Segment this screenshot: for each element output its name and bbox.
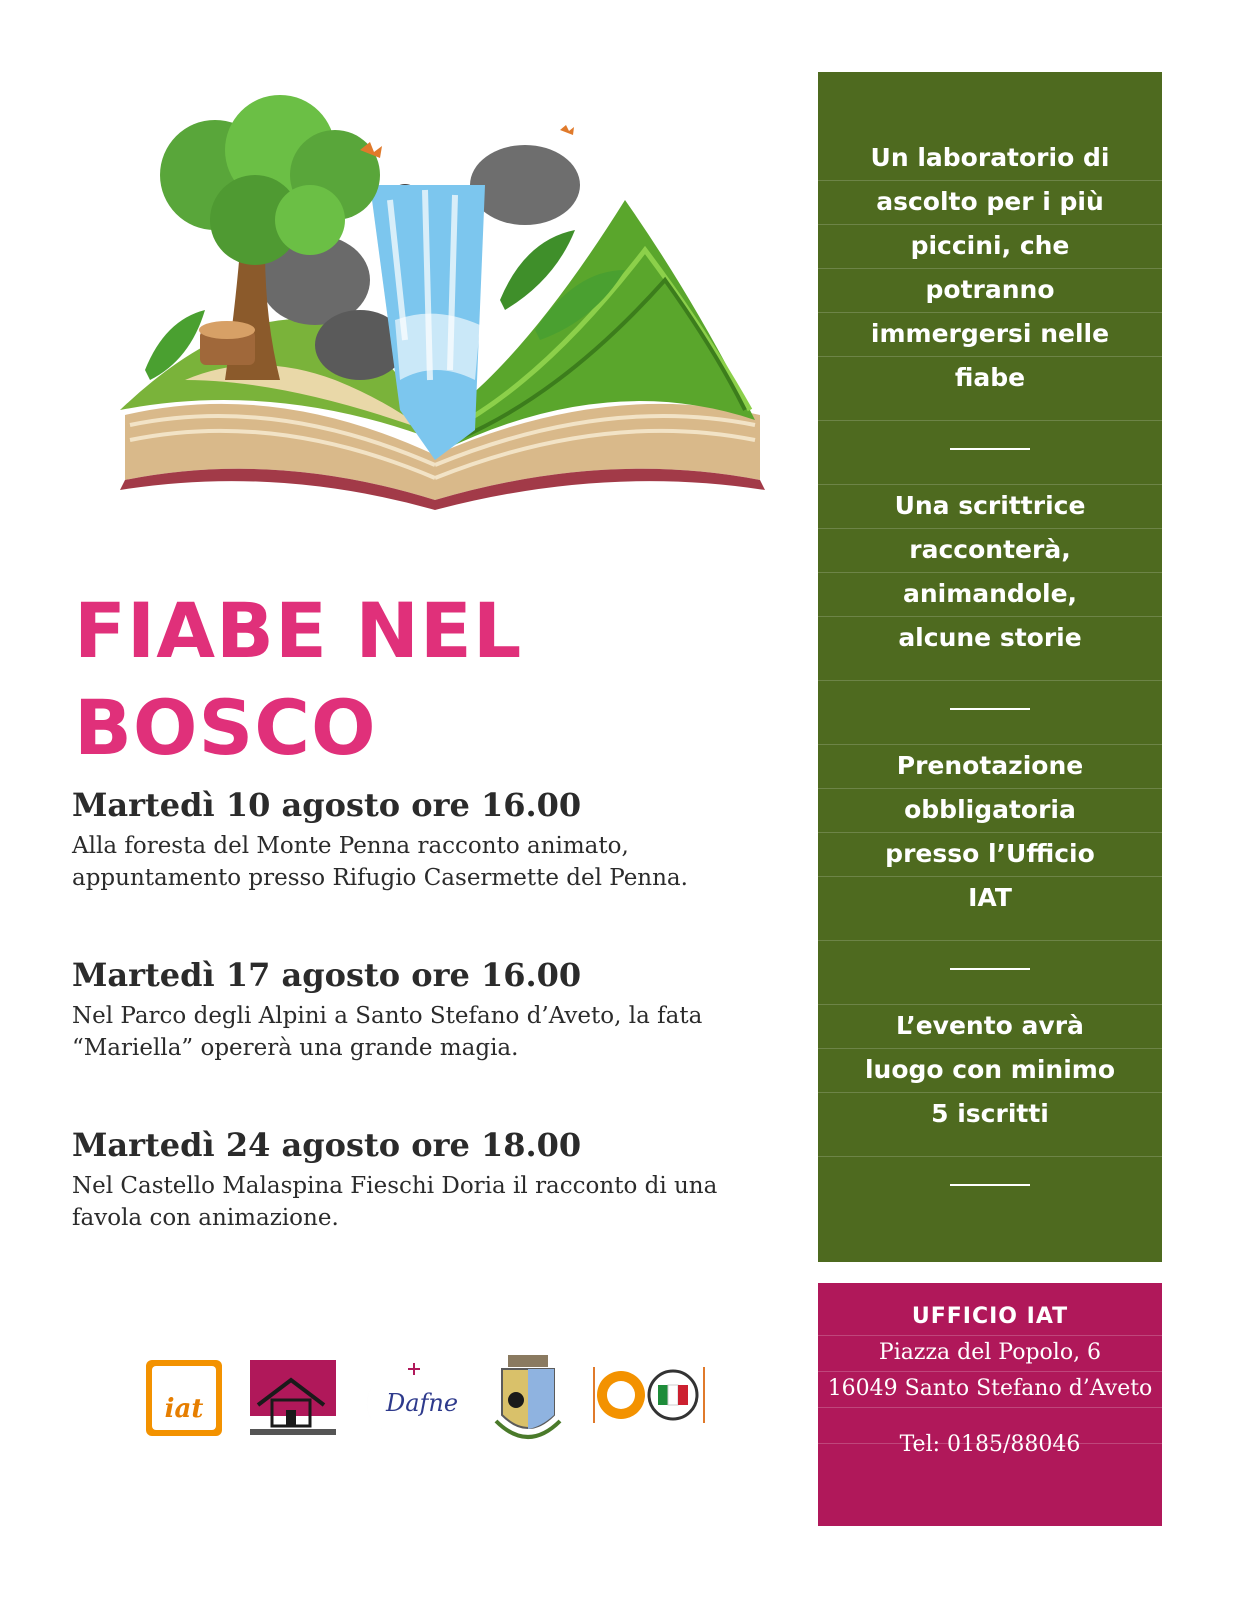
separator-line bbox=[950, 1184, 1030, 1186]
info-line: ascolto per i più bbox=[876, 187, 1104, 216]
association-logos bbox=[593, 1367, 705, 1423]
info-line: animandole, bbox=[902, 579, 1078, 608]
info-line: Prenotazione bbox=[896, 751, 1084, 780]
sponsor-logos bbox=[146, 1355, 726, 1455]
separator-line bbox=[950, 968, 1030, 970]
info-line: 5 iscritti bbox=[931, 1099, 1049, 1128]
event-3 bbox=[72, 1122, 772, 1234]
info-block-writer bbox=[818, 484, 1162, 660]
event-description-line1: Nel Parco degli Alpini a Santo Stefano d’Aveto, la fata bbox=[72, 1003, 703, 1029]
info-line: Un laboratorio di bbox=[870, 143, 1110, 172]
info-line: potranno bbox=[925, 275, 1055, 304]
event-description-line2: appuntamento presso Rifugio Casermette del Penna. bbox=[72, 865, 688, 891]
event-description-line2: “Mariella” opererà una grande magia. bbox=[72, 1035, 519, 1061]
iat-logo-text: iat bbox=[164, 1394, 204, 1424]
contact-heading: UFFICIO IAT bbox=[911, 1304, 1069, 1329]
info-line: presso l’Ufficio bbox=[885, 839, 1095, 868]
info-block-booking bbox=[818, 744, 1162, 920]
event-heading: Martedì 24 agosto ore 18.00 bbox=[72, 1126, 582, 1164]
event-description-line1: Alla foresta del Monte Penna racconto animato, bbox=[72, 833, 629, 859]
separator-line bbox=[950, 448, 1030, 450]
info-line: obbligatoria bbox=[904, 795, 1076, 824]
info-line: L’evento avrà bbox=[896, 1011, 1084, 1040]
iat-logo bbox=[146, 1360, 222, 1436]
consorzio-logo bbox=[250, 1360, 336, 1435]
page-title-line2: BOSCO bbox=[74, 683, 377, 772]
page-title bbox=[74, 582, 522, 776]
dafne-logo-text: Dafne bbox=[386, 1389, 459, 1417]
event-description-line1: Nel Castello Malaspina Fieschi Doria il racconto di una bbox=[72, 1173, 718, 1199]
contact-address-line2: 16049 Santo Stefano d’Aveto bbox=[827, 1376, 1153, 1401]
dafne-logo bbox=[367, 1363, 458, 1433]
event-description bbox=[72, 1000, 772, 1064]
logos-graphic bbox=[146, 1355, 726, 1455]
event-description bbox=[72, 830, 772, 894]
page-title-line1: FIABE NEL bbox=[74, 586, 523, 675]
contact-panel bbox=[818, 1283, 1162, 1526]
event-heading: Martedì 17 agosto ore 16.00 bbox=[72, 956, 582, 994]
separator-line bbox=[950, 708, 1030, 710]
info-panel bbox=[818, 72, 1162, 1262]
info-line: Una scrittrice bbox=[894, 491, 1086, 520]
info-line: piccini, che bbox=[910, 231, 1070, 260]
event-2 bbox=[72, 952, 772, 1064]
event-1 bbox=[72, 782, 772, 894]
coat-of-arms-logo bbox=[496, 1355, 560, 1437]
info-line: immergersi nelle bbox=[870, 319, 1110, 348]
info-line: luogo con minimo bbox=[864, 1055, 1116, 1084]
event-description-line2: favola con animazione. bbox=[72, 1205, 339, 1231]
storybook-illustration bbox=[105, 80, 780, 510]
info-line: racconterà, bbox=[909, 535, 1071, 564]
info-block-workshop bbox=[818, 136, 1162, 400]
info-line: fiabe bbox=[954, 363, 1026, 392]
event-description bbox=[72, 1170, 772, 1234]
info-block-minimum bbox=[818, 1004, 1162, 1136]
info-line: alcune storie bbox=[898, 623, 1082, 652]
contact-address-line1: Piazza del Popolo, 6 bbox=[878, 1340, 1102, 1365]
event-heading: Martedì 10 agosto ore 16.00 bbox=[72, 786, 582, 824]
info-line: IAT bbox=[968, 883, 1012, 912]
contact-phone: Tel: 0185/88046 bbox=[899, 1432, 1081, 1457]
